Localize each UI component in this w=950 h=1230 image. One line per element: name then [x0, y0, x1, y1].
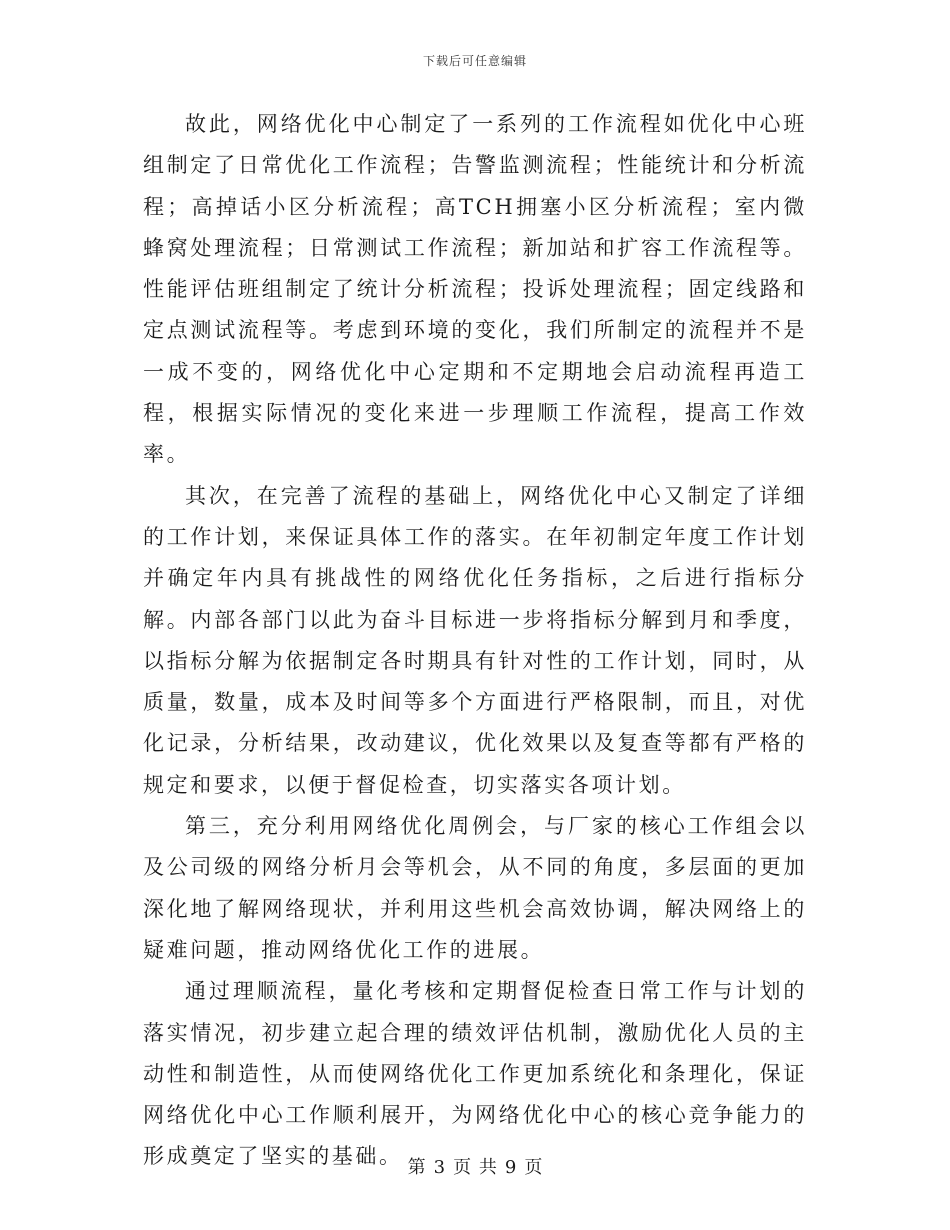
paragraph-work-plan: 其次，在完善了流程的基础上，网络优化中心又制定了详细的工作计划，来保证具体工作的落实。在年初制定年度工作计划并确定年内具有挑战性的网络优化任务指标，之后进行指标分解。内部各部门以此为奋斗目标进一步将指标分解到月和季度，以指标分解为依据制定各时期具有针对性的工作计划，同时，从质量，数量，成本及时间等多个方面进行严格限制，而且，对优化记录，分析结果，改动建议，优化效果以及复查等都有严格的规定和要求，以便于督促检查，切实落实各项计划。: [143, 483, 807, 797]
footer-suffix: 页: [524, 1157, 543, 1178]
document-body: [143, 104, 807, 1178]
footer-current-page: 3: [433, 1157, 446, 1178]
footer-prefix: 第: [407, 1157, 426, 1178]
page-header-note: 下载后可任意编辑: [422, 54, 527, 68]
paragraph-conclusion: 通过理顺流程，量化考核和定期督促检查日常工作与计划的落实情况，初步建立起合理的绩效评估机制，激励优化人员的主动性和制造性，从而使网络优化工作更加系统化和条理化，保证网络优化中心工作顺利展开，为网络优化中心的核心竞争能力的形成奠定了坚实的基础。: [143, 979, 807, 1169]
footer-total-pages: 9: [504, 1157, 517, 1178]
footer-middle: 页 共: [453, 1157, 497, 1178]
paragraph-meetings: 第三，充分利用网络优化周例会，与厂家的核心工作组会以及公司级的网络分析月会等机会，从不同的角度，多层面的更加深化地了解网络现状，并利用这些机会高效协调，解决网络上的疑难问题，推动网络优化工作的进展。: [143, 814, 807, 962]
paragraph-process: 故此，网络优化中心制定了一系列的工作流程如优化中心班组制定了日常优化工作流程；告警监测流程；性能统计和分析流程；高掉话小区分析流程；高TCH拥塞小区分析流程；室内微蜂窝处理流程；日常测试工作流程；新加站和扩容工作流程等。性能评估班组制定了统计分析流程；投诉处理流程；固定线路和定点测试流程等。考虑到环境的变化，我们所制定的流程并不是一成不变的，网络优化中心定期和不定期地会启动流程再造工程，根据实际情况的变化来进一步理顺工作流程，提高工作效率。: [143, 112, 807, 467]
page-number-footer: [0, 1153, 950, 1179]
